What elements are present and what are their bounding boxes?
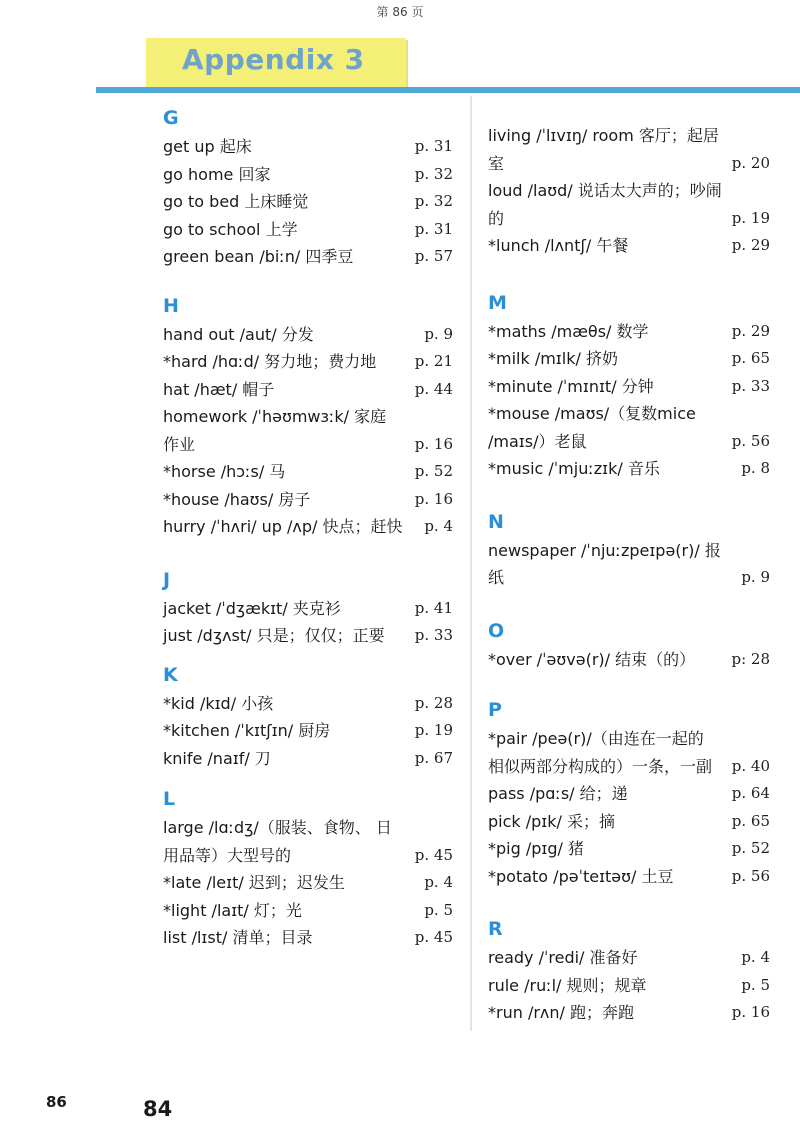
list-item [163,690,453,718]
section-l-continued [488,122,770,260]
list-item [163,897,453,925]
entry-text: *hard /hɑːd/ 努力地；费力地 [163,352,377,371]
section-p [488,695,770,890]
section-h [163,291,453,541]
entry-page: p. 19 [414,721,453,739]
entry-text: *over /ˈəʊvə(r)/ 结束（的） [488,649,696,669]
list-item [488,318,770,346]
list-item [163,133,453,161]
entry-page: p. 16 [414,434,453,453]
list-item [163,348,453,376]
entry-page: p. 4 [424,517,453,535]
list-item [488,999,770,1027]
entry-text: jacket /ˈdʒækɪt/ 夹克衫 [163,598,341,618]
list-item [163,486,453,514]
section-letter: P [488,699,502,721]
list-item [163,717,453,745]
entry-page: p. 67 [414,748,453,767]
section-letter: R [488,918,503,940]
list-item [488,400,770,455]
list-item [163,376,453,404]
entry-text: get up 起床 [163,137,252,156]
section-letter: M [488,291,507,314]
section-letter: O [488,619,505,642]
list-item [163,188,453,216]
entry-text: *kid /kɪd/ 小孩 [163,693,274,713]
list-item [488,972,770,1000]
entry-text: green bean /biːn/ 四季豆 [163,247,354,266]
list-item [488,725,770,780]
entry-text: *late /leɪt/ 迟到；迟发生 [163,873,345,892]
list-item [163,814,453,869]
list-item [488,177,770,232]
page-title: Appendix 3 [182,43,365,76]
entry-page: p. 19 [731,208,770,227]
left-column [163,103,453,952]
entry-text: homework /ˈhəʊmwɜːk/ 家庭 作业 [163,407,387,454]
list-item [163,513,453,541]
list-item [163,869,453,897]
entry-page: p: 28 [731,649,770,668]
section-letter: N [488,510,504,533]
page-label: 第 86 页 [376,5,424,19]
entry-text: go to bed 上床睡觉 [163,192,309,211]
entry-text: ready /ˈredi/ 准备好 [488,948,638,967]
entry-text: pass /pɑːs/ 给；递 [488,784,628,803]
list-item [488,780,770,808]
entry-page: p. 40 [731,756,770,775]
list-item [488,122,770,177]
entry-text: *maths /mæθs/ 数学 [488,321,649,341]
entry-page: p. 20 [731,153,770,172]
list-item [488,646,770,674]
section-m [488,288,770,483]
list-item [488,455,770,483]
entry-text: newspaper /ˈnjuːzpeɪpə(r)/ 报纸 [488,540,721,587]
entry-page: p. 65 [731,349,770,367]
list-item [163,403,453,458]
list-item [488,863,770,891]
entry-page: p. 45 [414,928,453,946]
section-letter: L [163,788,176,810]
list-item [163,161,453,189]
entry-text: hurry /ˈhʌri/ up /ʌp/ 快点；赶快 [163,517,403,536]
entry-text: *horse /hɔːs/ 马 [163,462,286,481]
entry-text: loud /laʊd/ 说话太大声的；吵闹的 [488,181,722,228]
entry-page: p. 16 [731,1003,770,1021]
entry-text: pick /pɪk/ 采；摘 [488,811,615,831]
entry-page: p. 5 [424,900,453,919]
section-k [163,660,453,773]
list-item [163,622,453,650]
entry-page: p. 29 [731,236,770,254]
list-item [488,944,770,972]
entry-text: *light /laɪt/ 灯；光 [163,900,302,920]
entry-text: *lunch /lʌntʃ/ 午餐 [488,236,629,255]
list-item [488,537,770,592]
list-item [163,321,453,349]
entry-page: p. 44 [414,379,453,398]
entry-text: hand out /aut/ 分发 [163,324,314,344]
section-letter: G [163,107,179,129]
entry-page: p. 52 [731,839,770,857]
entry-page: p. 4 [741,948,770,966]
entry-page: p. 31 [414,137,453,155]
right-column [488,122,770,1027]
list-item [163,924,453,952]
entry-page: p. 45 [414,845,453,864]
list-item [488,232,770,260]
entry-page: p. 41 [414,598,453,617]
entry-text: *milk /mɪlk/ 挤奶 [488,349,618,368]
entry-text: *run /rʌn/ 跑；奔跑 [488,1003,635,1022]
section-letter: H [163,294,179,317]
section-r [488,914,770,1027]
entry-page: p. 9 [424,324,453,343]
entry-page: p. 9 [741,568,770,586]
section-l [163,784,453,952]
entry-text: go to school 上学 [163,219,298,239]
footer-left-number: 86 [46,1093,67,1111]
entry-page: p. 28 [414,693,453,712]
section-letter: J [163,568,171,591]
entry-text: *kitchen /ˈkɪtʃɪn/ 厨房 [163,721,331,740]
list-item [488,835,770,863]
entry-text: *mouse /maʊs/（复数mice /maɪs/）老鼠 [488,404,696,451]
list-item [488,373,770,401]
title-banner [146,38,406,88]
entry-page: p. 56 [731,431,770,450]
entry-page: p. 5 [741,975,770,994]
list-item [163,745,453,773]
title-rule [96,87,800,93]
entry-page: p. 32 [414,164,453,183]
entry-page: p. 64 [731,784,770,802]
entry-text: list /lɪst/ 清单；目录 [163,928,313,947]
entry-page: p. 33 [731,376,770,395]
entry-text: *pig /pɪg/ 猪 [488,839,584,858]
entry-text: just /dʒʌst/ 只是；仅仅；正要 [163,626,385,645]
section-n [488,507,770,592]
entry-page: p. 33 [414,626,453,644]
entry-text: knife /naɪf/ 刀 [163,748,271,768]
list-item [163,243,453,271]
entry-text: go home 回家 [163,164,271,184]
entry-text: *music /ˈmjuːzɪk/ 音乐 [488,459,660,478]
section-j [163,565,453,650]
entry-text: *potato /pəˈteɪtəʊ/ 土豆 [488,866,674,886]
section-o [488,616,770,674]
entry-page: p. 52 [414,462,453,480]
entry-text: rule /ruːl/ 规则；规章 [488,975,647,995]
footer-page-number: 84 [143,1097,173,1121]
list-item [163,458,453,486]
entry-page: p. 57 [414,247,453,265]
column-divider [470,96,472,1031]
section-letter: K [163,663,178,686]
entry-page: p. 56 [731,866,770,885]
entry-text: large /lɑːdʒ/（服装、食物、 日用品等）大型号的 [163,818,392,865]
entry-page: p. 31 [414,219,453,238]
entry-text: hat /hæt/ 帽子 [163,379,275,399]
list-item [163,595,453,623]
entry-page: p. 32 [414,192,453,210]
entry-page: p. 16 [414,489,453,508]
list-item [488,808,770,836]
list-item [163,216,453,244]
entry-text: *minute /ˈmɪnɪt/ 分钟 [488,376,654,396]
entry-text: *pair /peə(r)/（由连在一起的 相似两部分构成的）一条，一副 [488,729,713,776]
entry-page: p. 4 [424,873,453,891]
entry-page: p. 65 [731,811,770,830]
entry-page: p. 29 [731,321,770,340]
entry-text: living /ˈlɪvɪŋ/ room 客厅；起居室 [488,126,719,173]
section-g [163,103,453,271]
list-item [488,345,770,373]
entry-text: *house /haʊs/ 房子 [163,489,311,509]
entry-page: p. 21 [414,352,453,370]
entry-page: p. 8 [741,459,770,477]
